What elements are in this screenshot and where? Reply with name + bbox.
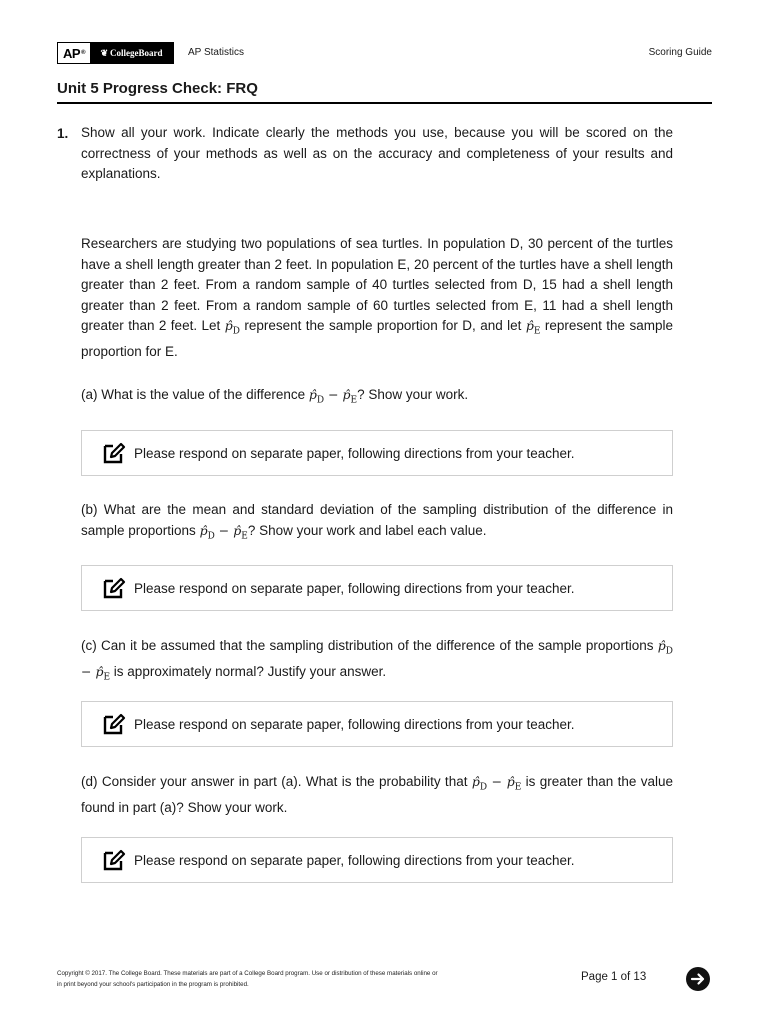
response-text: Please respond on separate paper, following directions from your teacher. (134, 445, 575, 461)
logo-ap-text: AP (63, 45, 81, 61)
part-d-prompt: (d) Consider your answer in part (a). What is the probability that $p̂_D$ − $p̂_E$ is greater than the value found in part (a)? Show your work. (81, 774, 673, 815)
title-divider (57, 102, 712, 104)
next-page-button[interactable] (686, 967, 710, 991)
question-stem: Researchers are studying two populations of sea turtles. In population D, 30 percent of the turtles have a shell length greater than 2 feet. In population E, 20 percent of the turtles have a shell length greater than 2 feet. From a random sample of 40 turtles selected from D, 15 had a shell length greater than 2 feet. From a random sample of 60 turtles selected from E, 11 had a shell length greater than 2 feet. Let $p̂_D$ represent the sample proportion for D, and let $p̂_E$ represent the sample proportion for E. (81, 236, 673, 359)
edit-icon (102, 848, 126, 872)
acorn-icon: ❦ (100, 47, 109, 58)
response-box-a[interactable] (81, 430, 673, 476)
scoring-guide-label: Scoring Guide (648, 47, 712, 58)
question-number: 1. (57, 126, 69, 141)
ap-collegeboard-logo: AP ® ❦ CollegeBoard (57, 42, 174, 64)
page-number: Page 1 of 13 (581, 971, 647, 983)
p-hat-d: $p̂_D$ (224, 318, 240, 337)
response-text: Please respond on separate paper, following directions from your teacher. (134, 716, 575, 732)
edit-icon (102, 441, 126, 465)
part-a-prompt: (a) What is the value of the difference $p̂_D$ − $p̂_E$? Show your work. (81, 387, 469, 406)
question-intro: Show all your work. Indicate clearly the methods you use, because you will be scored on the correctness of your methods as well as on the accuracy and completeness of your results and explanations. (81, 125, 673, 181)
arrow-right-icon (690, 971, 706, 987)
part-b-prompt: (b) What are the mean and standard deviation of the sampling distribution of the difference in sample proportions $p̂_D$ − $p̂_E$? Show your work and label each value. (81, 502, 673, 541)
response-box-d[interactable] (81, 837, 673, 883)
response-text: Please respond on separate paper, following directions from your teacher. (134, 852, 575, 868)
copyright-notice: Copyright © 2017. The College Board. These materials are part of a College Board program. Use or distribution of these materials online or in print beyond your school's participation in the program is prohibited. (57, 970, 438, 988)
course-name: AP Statistics (188, 47, 244, 58)
edit-icon (102, 576, 126, 600)
edit-icon (102, 712, 126, 736)
response-text: Please respond on separate paper, following directions from your teacher. (134, 580, 575, 596)
part-c-prompt: (c) Can it be assumed that the sampling distribution of the difference of the sample proportions $p̂_D$ − $p̂_E$ is approximately normal? Justify your answer. (81, 638, 673, 683)
response-box-b[interactable] (81, 565, 673, 611)
p-hat-e: $p̂_E$ (525, 318, 541, 337)
response-box-c[interactable] (81, 701, 673, 747)
page-title: Unit 5 Progress Check: FRQ (57, 80, 258, 97)
logo-cb-text: CollegeBoard (110, 48, 163, 58)
